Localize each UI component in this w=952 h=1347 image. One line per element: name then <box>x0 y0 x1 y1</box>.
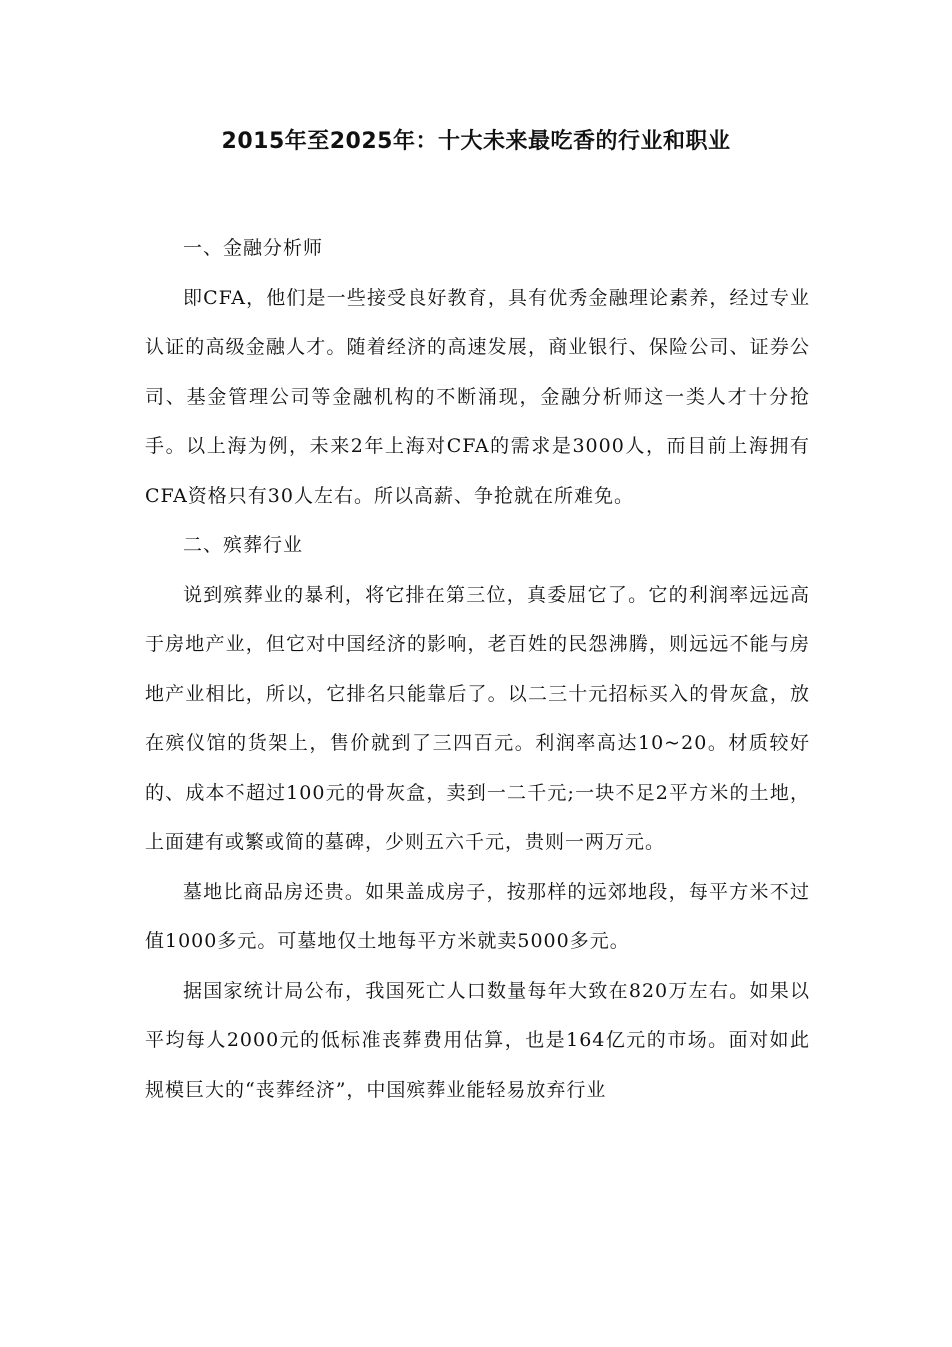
paragraph-cemetery-price: 墓地比商品房还贵。如果盖成房子，按那样的远郊地段，每平方米不过值1000多元。可墓地仅土地每平方米就卖5000多元。 <box>145 880 810 952</box>
paragraph-cfa: 即CFA，他们是一些接受良好教育，具有优秀金融理论素养，经过专业认证的高级金融人才。随着经济的高速发展，商业银行、保险公司、证券公司、基金管理公司等金融机构的不断涌现，金融分析师这一类人才十分抢手。以上海为例，未来2年上海对CFA的需求是3000人，而目前上海拥有CFA资格只有30人左右。所以高薪、争抢就在所难免。 <box>145 286 810 507</box>
section-heading-financial-analyst: 一、金融分析师 <box>183 237 324 259</box>
document-title: 2015年至2025年：十大未来最吃香的行业和职业 <box>221 129 731 154</box>
document-body <box>145 224 810 1115</box>
section-heading-funeral-industry: 二、殡葬行业 <box>183 534 304 556</box>
paragraph-funeral-profit: 说到殡葬业的暴利，将它排在第三位，真委屈它了。它的利润率远远高于房地产业，但它对中国经济的影响，老百姓的民怨沸腾，则远远不能与房地产业相比，所以，它排名只能靠后了。以二三十元招标买入的骨灰盒，放在殡仪馆的货架上，售价就到了三四百元。利润率高达10~20。材质较好的、成本不超过100元的骨灰盒，卖到一二千元;一块不足2平方米的土地，上面建有或繁或简的墓碑，少则五六千元，贵则一两万元。 <box>145 583 810 853</box>
paragraph-death-statistics: 据国家统计局公布，我国死亡人口数量每年大致在820万左右。如果以平均每人2000元的低标准丧葬费用估算，也是164亿元的市场。面对如此规模巨大的“丧葬经济”，中国殡葬业能轻易放弃行业 <box>145 979 810 1101</box>
